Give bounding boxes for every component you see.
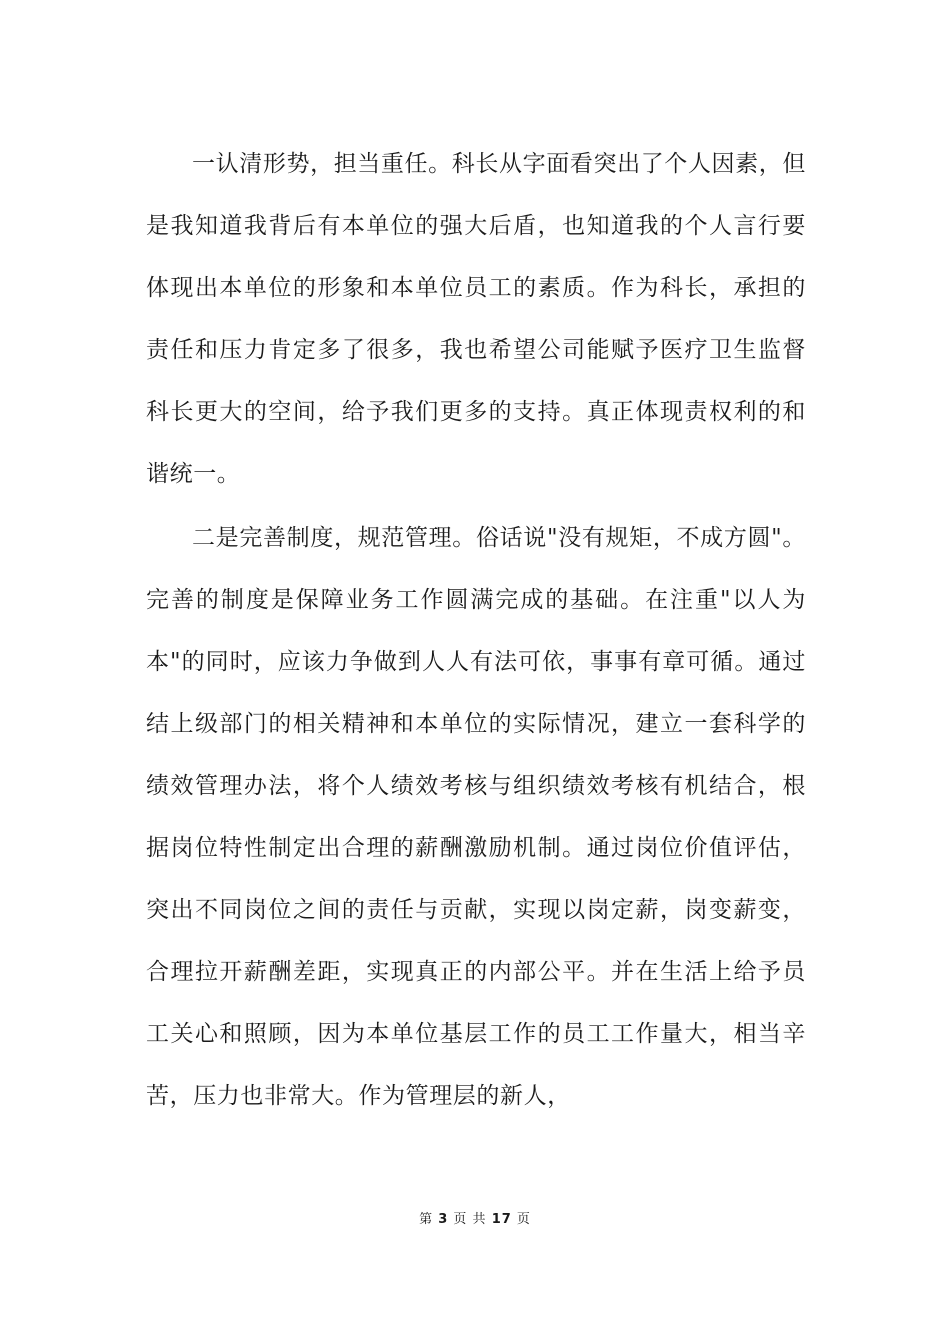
paragraph-1: 一认清形势，担当重任。科长从字面看突出了个人因素，但是我知道我背后有本单位的强大后盾，也知道我的个人言行要体现出本单位的形象和本单位员工的素质。作为科长，承担的责任和压力肯定多了很多，我也希望公司能赋予医疗卫生监督科长更大的空间，给予我们更多的支持。真正体现责权利的和谐统一。 [146, 151, 806, 487]
paragraph-2: 二是完善制度，规范管理。俗话说"没有规矩，不成方圆"。完善的制度是保障业务工作圆满完成的基础。在注重"以人为本"的同时，应该力争做到人人有法可依，事事有章可循。通过结上级部门的相关精神和本单位的实际情况，建立一套科学的绩效管理办法，将个人绩效考核与组织绩效考核有机结合，根据岗位特性制定出合理的薪酬激励机制。通过岗位价值评估，突出不同岗位之间的责任与贡献，实现以岗定薪，岗变薪变，合理拉开薪酬差距，实现真正的内部公平。并在生活上给予员工关心和照顾，因为本单位基层工作的员工工作量大，相当辛苦，压力也非常大。作为管理层的新人， [146, 525, 806, 1109]
body-text [146, 133, 806, 1127]
page-footer [0, 1208, 950, 1227]
footer-total-pages: 17 [491, 1212, 512, 1227]
footer-middle: 页 共 [453, 1212, 487, 1227]
footer-suffix: 页 [516, 1212, 531, 1227]
footer-page-number: 3 [438, 1212, 449, 1227]
footer-prefix: 第 [419, 1212, 434, 1227]
